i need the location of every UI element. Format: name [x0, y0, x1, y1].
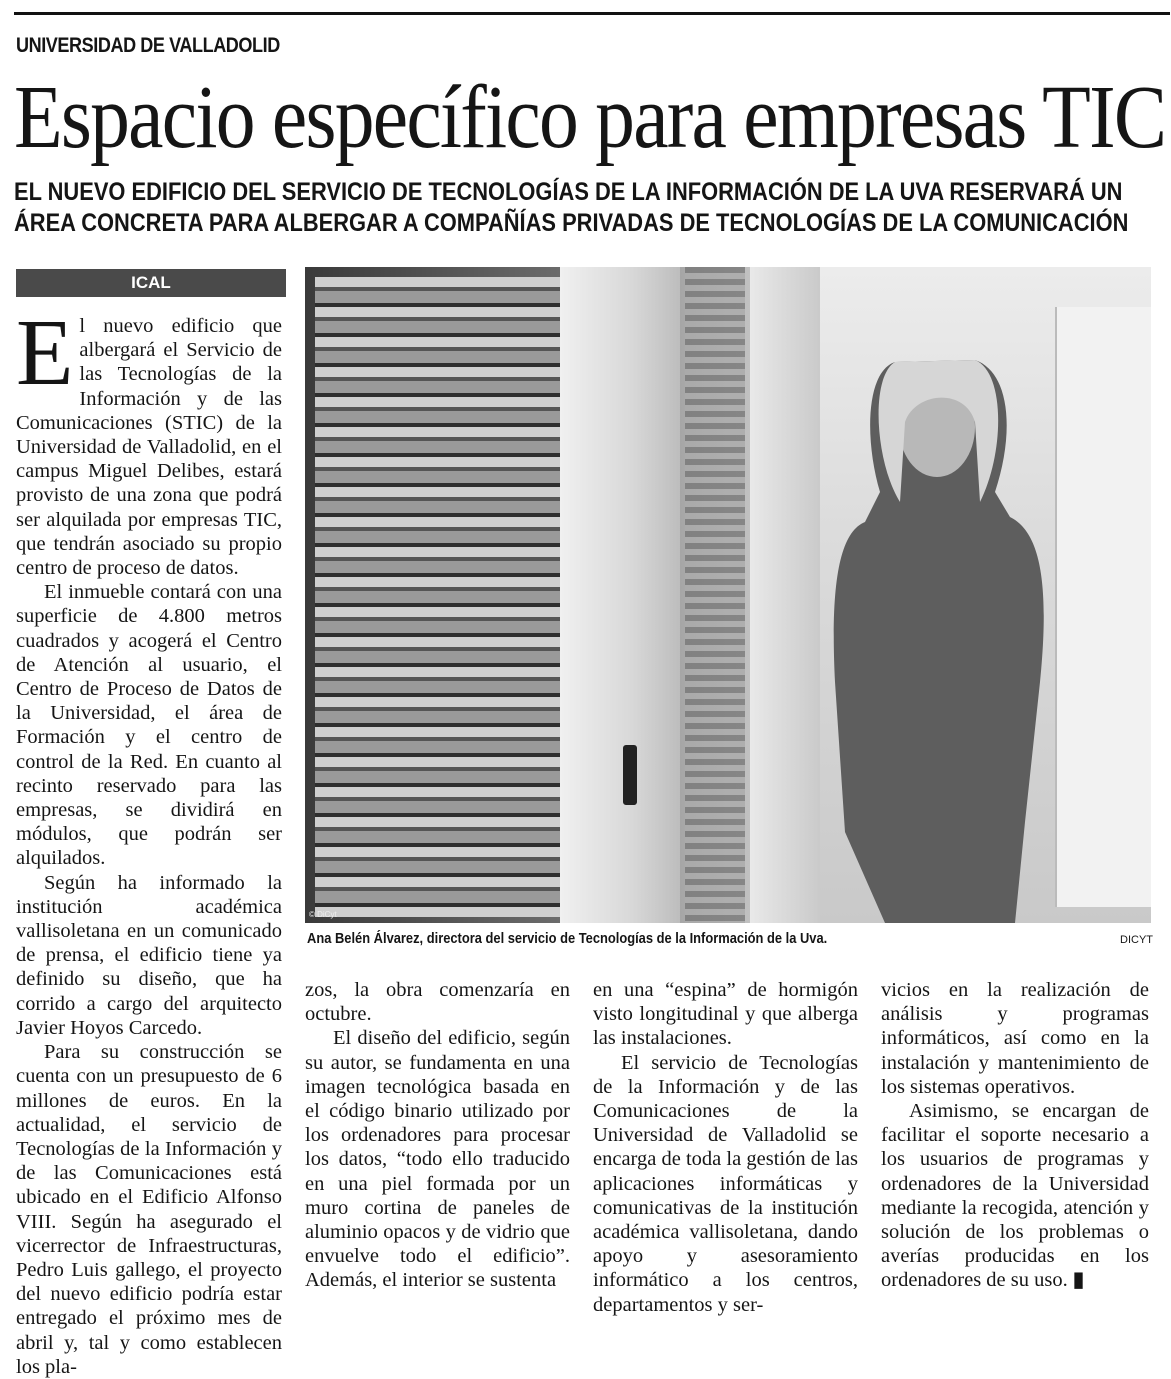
- paragraph-5-continued: en una “espina” de hormigón visto longitudinal y que alberga las instalaciones.: [593, 979, 858, 1050]
- headline: Espacio específico para empresas TIC: [14, 68, 1166, 167]
- top-rule: [14, 12, 1170, 15]
- door-handle: [623, 745, 637, 805]
- photo-caption: Ana Belén Álvarez, directora del servicio de Tecnologías de la Información de la Uva.: [307, 930, 828, 947]
- paragraph-5: El diseño del edificio, según su autor, se fundamenta en una imagen tecnológica basada en el código binario utilizado por los ordenadores para procesar los datos, “todo ello traducido en una piel formada por un muro cortina de paneles de aluminio opacos y de vidrio que envuelve todo el edificio”. Además, el interior se sustenta: [305, 1027, 570, 1292]
- article-column-2: [305, 978, 570, 1293]
- paragraph-1: El nuevo edificio que albergará el Servicio de las Tecnologías de la Información y de las Comunicaciones (STIC) de la Universidad de Valladolid, en el campus Miguel Delibes, estará provisto de una zona que podrá ser alquilada por empresas TIC, que tendrán asociado su propio centro de proceso de datos.: [16, 301, 282, 580]
- paragraph-6: El servicio de Tecnologías de la Información y de las Comunicaciones de la Universidad de Valladolid se encarga de toda la gestión de las aplicaciones informáticas y comunicativas de la institución académica vallisoletana, dando apoyo y asesoramiento informático a los centros, departamentos y ser-: [593, 1051, 858, 1316]
- article-column-3: [593, 978, 858, 1317]
- paragraph-3: Según ha informado la institución académica vallisoletana en un comunicado de prensa, el edificio tiene ya definido su diseño, que ha corrido a cargo del arquitecto Javier Hoyos Carcedo.: [16, 871, 282, 1039]
- article-column-1: [16, 301, 282, 1379]
- person-silhouette: [825, 352, 1055, 923]
- paragraph-4-continued: zos, la obra comenzaría en octubre.: [305, 979, 570, 1026]
- article-photo: [305, 267, 1151, 923]
- drop-cap: E: [16, 301, 74, 405]
- paragraph-2: El inmueble contará con una superficie de 4.800 metros cuadrados y acogerá el Centro de Atención al usuario, el Centro de Proceso de Datos de la Universidad, el área de Formación y el centro de control de la Red. En cuanto al recinto reservado para las empresas, se dividirá en módulos, que podrán ser alquilados.: [16, 581, 282, 870]
- photo-credit: DICYT: [1120, 934, 1153, 946]
- photo-inner-credit: © DiCyt: [309, 910, 337, 919]
- paragraph-4: Para su construcción se cuenta con un presupuesto de 6 millones de euros. En la actualidad, el servicio de Tecnologías de la Información y de las Comunicaciones está ubicado en el Edificio Alfonso VIII. Según ha asegurado el vicerrector de Infraestructuras, Pedro Luis gallego, el proyecto del nuevo edificio podría estar entregado el próximo mes de abril y, tal y como establecen los pla-: [16, 1041, 282, 1378]
- byline-bar: [16, 269, 286, 297]
- paragraph-6-continued: vicios en la realización de análisis y programas informáticos, así como en la instalación y mantenimiento de los sistemas operativos.: [881, 979, 1149, 1098]
- end-mark: ▮: [1072, 1268, 1085, 1292]
- subhead: EL NUEVO EDIFICIO DEL SERVICIO DE TECNOLOGÍAS DE LA INFORMACIÓN DE LA UVA RESERVARÁ UN ÁREA CONCRETA PARA ALBERGAR A COMPAÑÍAS PRIVADAS DE TECNOLOGÍAS DE LA COMUNICACIÓN: [14, 178, 1129, 237]
- byline: ICAL: [131, 273, 171, 292]
- section-label: UNIVERSIDAD DE VALLADOLID: [16, 34, 280, 57]
- article-column-4: [881, 978, 1149, 1293]
- server-rack: [315, 277, 565, 917]
- paragraph-7: Asimismo, se encargan de facilitar el soporte necesario a los usuarios de programas y ordenadores de la Universidad mediante la recogida, atención y solución de los problemas o averías producidas en los ordenadores de su uso. ▮: [881, 1100, 1149, 1292]
- rack-door: [560, 267, 680, 923]
